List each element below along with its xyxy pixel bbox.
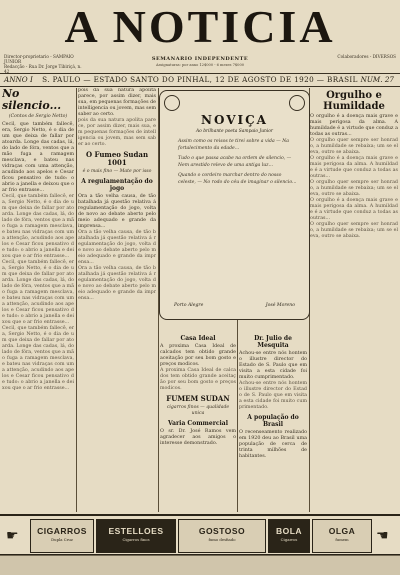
article-body: Ora a tão velha causa, de tão batalhada já questão relativa á regulamentação do jogo, volta de novo ao debate aberto pelo meio adequado e grande da imprensa... xyxy=(78,194,156,229)
ad-heading-fumeo-sudan: O Fumeo Sudan 1001 xyxy=(85,150,149,167)
pointing-hand-icon: ☛ xyxy=(6,528,19,544)
article-body-continued: O orgulho quer sempre ser honrado, a humildade se rebaixa; um se eleva, outro se abaixa. xyxy=(310,180,398,197)
article-body-continued: A proxima Casa Ideal de calcados tem obtido grande aceitação por seu bom gosto e preços modicos. xyxy=(160,368,236,391)
ad-title: CIGARROS xyxy=(37,526,87,536)
poem-author: José Moreno xyxy=(265,303,295,308)
pointing-hand-icon: ☚ xyxy=(376,528,389,544)
article-body: A proxima Casa Ideal de calcados tem obtido grande aceitação por seu bom gosto e preços modicos. xyxy=(160,344,236,367)
poem-stanza: Tudo o que passa acabe na ordem de silencio, — Nem arestido relevo de uma antiga luz... xyxy=(178,156,292,168)
article-body: Cecil, que também fallecê, era, Sergio Netto, é o dia de um que deixa de fallar por atoarda. Longe das cadas, lá, do lado de fóra, ventos que a mão fuga a ramagem mesclava, e bateu nas vidraças com uma attenção, acudindo aos apelos e Cesar ficou pensativo de tudo: o abrio a janella e deixou que o ar frio entrasse... xyxy=(2,122,74,193)
masthead-subtitle: SEMANARIO INDEPENDENTE xyxy=(151,56,249,62)
article-heading-populacao: A população do Brasil xyxy=(247,414,299,428)
ad-heading-fumem-sudan: FUMEM SUDAN xyxy=(166,394,230,403)
masthead-subscription: Assignaturas: por anno 12$000 - 6 mezes 7$000 xyxy=(155,63,245,67)
article-body-continued: Cecil, que também fallecê, era, Sergio Netto, é o dia de um que deixa de fallar por atoarda. Longe das cadas, lá, do lado de fóra, ventos que a mão fuga a ramagem mesclava, e bateu nas vidraças com uma attenção, acudindo aos apelos e Cesar ficou pensativo de tudo: o abrio a janella e deixou que o ar frio entrasse... xyxy=(2,260,74,325)
address-note: Redacção - Rua Dr. Jorge Tibiriçá, n. 42 xyxy=(4,64,82,74)
ad-title: BOLA xyxy=(275,526,303,536)
article-body-continued: Ora a tão velha causa, de tão batalhada já questão relativa á regulamentação do jogo, volta de novo ao debate aberto pelo meio adequado e grande da imprensa... xyxy=(78,230,156,265)
ad-subtitle: Cigarros xyxy=(280,537,298,542)
poem-box xyxy=(159,90,310,320)
ad-subline: é o mais fino — Mate por isso xyxy=(82,169,152,174)
article-body-continued: O orgulho é a doença mais grave e mais perigosa da alma. A humildade é a virtude que conduz a todas as outras... xyxy=(310,156,398,179)
issue-number: NUM. 27 xyxy=(360,75,394,84)
ornament-icon xyxy=(289,95,305,111)
article-body: pois da sua natura apolita parece, por assim dizer, mais sua, em pequenas formações de intelligencia ou jovem, mas sem saber ao certo. xyxy=(78,88,156,117)
ad-subtitle: Cigarros finos xyxy=(122,537,150,542)
column-rule xyxy=(237,320,238,512)
masthead xyxy=(0,0,400,78)
ad-title: ESTELLOES xyxy=(108,526,164,536)
article-body: O recenseamento realizado em 1920 deu ao Brasil uma população de cerca de trinta milhões de habitantes. xyxy=(239,430,307,459)
page-bottom-edge xyxy=(0,555,400,575)
article-heading-regulamentacao: A regulamentação do jogo xyxy=(81,178,153,192)
ad-title: GOSTOSO xyxy=(198,526,246,536)
article-heading-orgulho: Orgulho e Humildade xyxy=(323,90,385,112)
poem-title: NOVIÇA xyxy=(201,113,268,127)
column-four-lower xyxy=(239,332,307,514)
article-body-continued: O orgulho quer sempre ser honrado, a humildade se rebaixa; um se eleva, outro se abaixa. xyxy=(310,138,398,155)
ad-subtitle: fumem xyxy=(335,537,349,542)
ad-cigarros xyxy=(30,519,94,553)
director-note: Director-proprietario - SAMPAIO JUNIOR xyxy=(4,54,74,64)
article-body-continued: O orgulho é a doença mais grave e mais perigosa da alma. A humildade é a virtude que conduz a todas as outras... xyxy=(310,198,398,221)
ornament-icon xyxy=(164,95,180,111)
article-body-continued: pois da sua natura apolita parece, por assim dizer, mais sua, em pequenas formações de intelligencia ou jovem, mas sem saber ao certo. xyxy=(78,118,156,147)
dateline xyxy=(0,73,400,87)
ad-subtitle: Dupla Cruz xyxy=(51,537,73,542)
article-heading-casa-ideal: Casa Ideal xyxy=(180,335,216,342)
ad-title: OLGA xyxy=(328,526,356,536)
article-heading-julio-mesquita: Dr. Julio de Mesquita xyxy=(254,335,292,349)
article-body-continued: Ora a tão velha causa, de tão batalhada já questão relativa á regulamentação do jogo, volta de novo ao debate aberto pelo meio adequado e grande da imprensa... xyxy=(78,266,156,301)
poem-stanza: Quando o cordeiro marchar dentro do nosso celeste, — No rodo do céu de imaginar o silencio... xyxy=(178,173,297,185)
year-label: ANNO I xyxy=(4,75,33,84)
article-body: Achou-se entre nós hontem o illustre director do Estado de S. Paulo que em visita a esta cidade foi muito cumprimentado. xyxy=(239,351,307,380)
article-body-continued: Cecil, que também fallecê, era, Sergio Netto, é o dia de um que deixa de fallar por atoarda. Longe das cadas, lá, do lado de fóra, ventos que a mão fuga a ramagem mesclava, e bateu nas vidraças com uma attenção, acudindo aos apelos e Cesar ficou pensativo de tudo: o abrio a janella e deixou que o ar frio entrasse... xyxy=(2,326,74,391)
article-no-silencio xyxy=(2,88,74,512)
ad-olga xyxy=(312,519,372,553)
ad-subline: cigarros finos — qualidade unica xyxy=(166,405,230,416)
column-two xyxy=(78,88,156,512)
article-body: O orgulho é a doença mais grave e mais perigosa da alma. A humildade é a virtude que conduz a todas as outras... xyxy=(310,114,398,137)
poem-place: Porto Alegre xyxy=(174,303,204,308)
ad-gostoso xyxy=(178,519,266,553)
place-date: S. PAULO — ESTADO SANTO DO PINHAL, 12 DE AGOSTO DE 1920 — BRASIL xyxy=(42,75,358,84)
article-body-continued: O orgulho quer sempre ser honrado, a humildade se rebaixa; um se eleva, outro se abaixa. xyxy=(310,222,398,239)
masthead-right-note: Colaboradores - DIVERSOS xyxy=(337,54,396,59)
column-five xyxy=(310,88,398,512)
advertisement-strip xyxy=(0,514,400,556)
poem-stanza: Assim como os reisos te tirei sobre a vida — Na fortalecimento da edade... xyxy=(178,139,289,151)
article-body: O sr. Dr. José Ramos vem agradecer aos amigos o interesse demonstrado. xyxy=(160,429,236,446)
article-heading: No silencio... xyxy=(2,88,62,112)
article-byline: (Contos de Sergio Netto) xyxy=(8,114,68,119)
ad-bola xyxy=(268,519,310,553)
column-three-lower xyxy=(160,332,236,514)
poem-dedication: Ao brilhante poeta Sampaio Junior xyxy=(195,129,273,134)
newspaper-title: A NOTICIA xyxy=(64,1,336,52)
article-body-continued: Achou-se entre nós hontem o illustre director do Estado de S. Paulo que em visita a esta cidade foi muito cumprimentado. xyxy=(239,381,307,410)
article-body-continued: Cecil, que também fallecê, era, Sergio Netto, é o dia de um que deixa de fallar por atoarda. Longe das cadas, lá, do lado de fóra, ventos que a mão fuga a ramagem mesclava, e bateu nas vidraças com uma attenção, acudindo aos apelos e Cesar ficou pensativo de tudo: o abrio a janella e deixou que o ar frio entrasse... xyxy=(2,194,74,259)
ad-estelloes xyxy=(96,519,176,553)
ad-subtitle: fumo desfiado xyxy=(208,537,236,542)
article-heading-varia: Varia Commercial xyxy=(168,420,228,427)
column-rule xyxy=(76,88,77,512)
poem-stanzas xyxy=(178,139,297,190)
